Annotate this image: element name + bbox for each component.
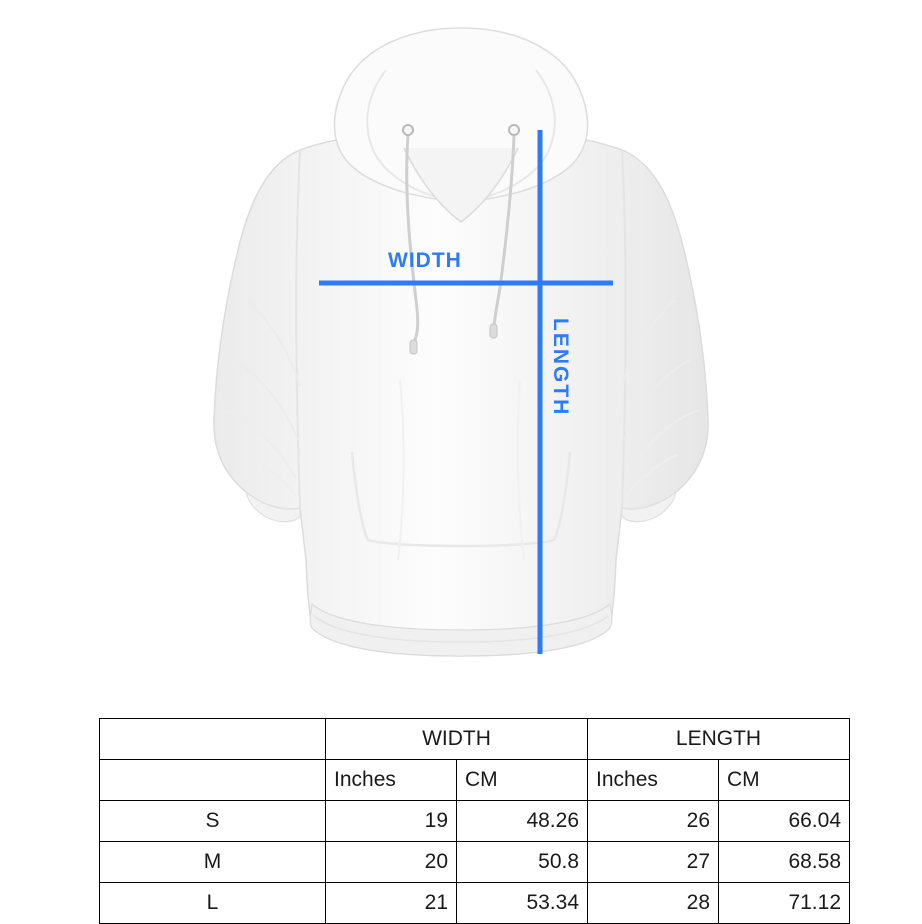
- l-length-cm: 71.12: [719, 883, 850, 924]
- s-length-inches: 26: [588, 801, 719, 842]
- m-width-inches: 20: [326, 842, 457, 883]
- width-label: WIDTH: [388, 249, 462, 272]
- l-width-cm: 53.34: [457, 883, 588, 924]
- s-length-cm: 66.04: [719, 801, 850, 842]
- table-row: [100, 842, 850, 883]
- length-label: LENGTH: [549, 318, 572, 417]
- table-corner-cell-2: [100, 760, 326, 801]
- table-corner-cell: [100, 719, 326, 760]
- m-width-cm: 50.8: [457, 842, 588, 883]
- s-width-inches: 19: [326, 801, 457, 842]
- group-header-length: LENGTH: [588, 719, 850, 760]
- row-size-l: L: [100, 883, 326, 924]
- unit-header-length-cm: CM: [719, 760, 850, 801]
- row-size-s: S: [100, 801, 326, 842]
- m-length-inches: 27: [588, 842, 719, 883]
- table-row: [100, 883, 850, 924]
- table-unit-header-row: [100, 760, 850, 801]
- unit-header-width-cm: CM: [457, 760, 588, 801]
- unit-header-width-inches: Inches: [326, 760, 457, 801]
- unit-header-length-inches: Inches: [588, 760, 719, 801]
- row-size-m: M: [100, 842, 326, 883]
- size-table: [99, 718, 850, 924]
- m-length-cm: 68.58: [719, 842, 850, 883]
- l-length-inches: 28: [588, 883, 719, 924]
- size-table-wrapper: [99, 718, 847, 924]
- group-header-width: WIDTH: [326, 719, 588, 760]
- table-row: [100, 801, 850, 842]
- l-width-inches: 21: [326, 883, 457, 924]
- table-group-header-row: [100, 719, 850, 760]
- s-width-cm: 48.26: [457, 801, 588, 842]
